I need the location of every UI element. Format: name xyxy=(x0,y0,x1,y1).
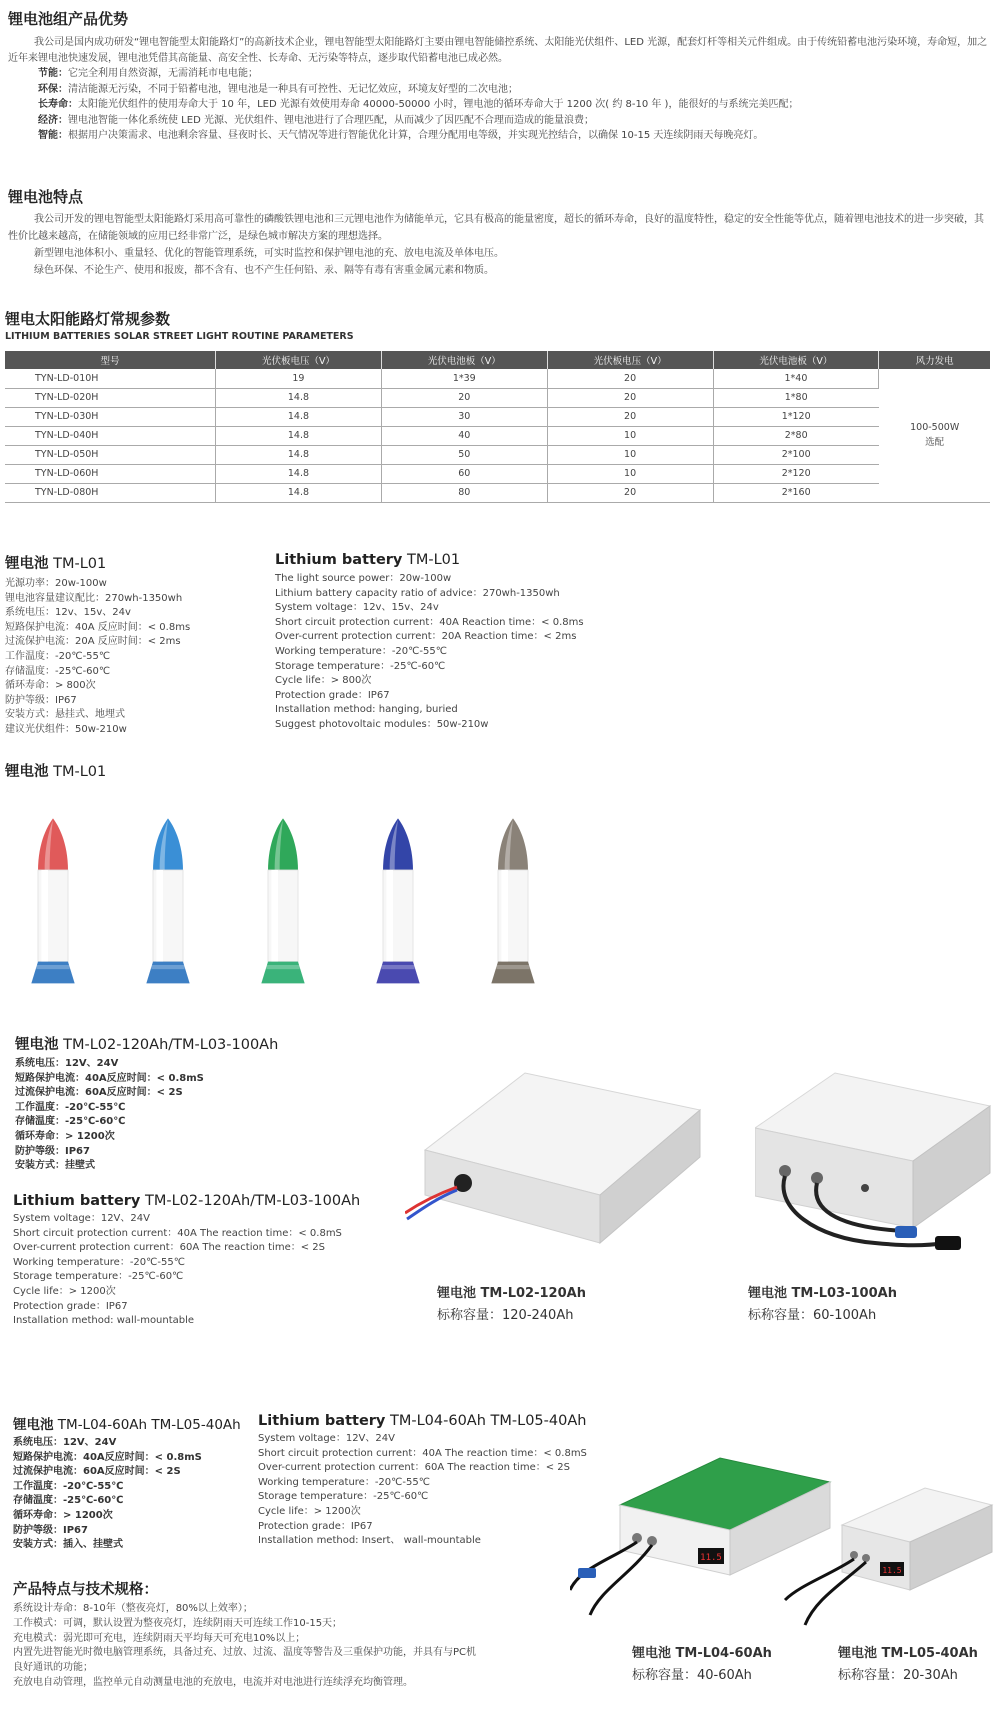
spec-line: 循环寿命：> 800次 xyxy=(5,680,96,692)
spec-line: Over-current protection current：20A Reaction time：< 2ms xyxy=(275,631,577,643)
spec-line: 短路保护电流：40A 反应时间：< 0.8ms xyxy=(5,621,191,633)
spec-line: The light source power：20w-100w xyxy=(275,573,452,584)
rocket-battery-image xyxy=(488,800,538,1000)
spec-line: 工作温度：-20℃-55℃ xyxy=(13,1480,124,1492)
spec-line: 光源功率：20w-100w xyxy=(5,578,107,589)
l05-caption-capacity: 标称容量：20-30Ah xyxy=(838,1668,958,1683)
spec-line: 充电模式：弱光即可充电，连续阴雨天平均每天可充电10%以上； xyxy=(13,1632,306,1644)
params-title-cn: 锂电太阳能路灯常规参数 xyxy=(5,310,171,328)
advantage-text: 太阳能光伏组件的使用寿命大于 10 年，LED 光源有效使用寿命 40000-50000 小时，锂电池的循环寿命大于 1200 次( 约 8-10 年 )，能很好的与系统完美匹配； xyxy=(78,99,799,110)
l04-cn-block xyxy=(13,1413,263,1553)
spec-line: 防护等级：IP67 xyxy=(5,694,77,706)
params-cell: 14.8 xyxy=(216,388,382,407)
params-cell: 30 xyxy=(381,407,547,426)
l01-gallery-title: 锂电池 TM-L01 xyxy=(5,764,107,780)
spec-line: System voltage：12V、24V xyxy=(258,1433,395,1444)
spec-line: Cycle life：> 1200次 xyxy=(13,1285,116,1297)
spec-line: Storage temperature：-25℃-60℃ xyxy=(258,1491,429,1503)
params-title-en: LITHIUM BATTERIES SOLAR STREET LIGHT ROUTINE PARAMETERS xyxy=(5,331,354,342)
spec-line: 存储温度：-25℃-60℃ xyxy=(13,1495,124,1507)
params-cell: 80 xyxy=(381,483,547,502)
params-cell: 1*39 xyxy=(381,369,547,388)
wind-power-note: 选配 xyxy=(925,437,945,449)
spec-line: 存储温度：-25℃-60℃ xyxy=(5,665,111,677)
spec-line: System voltage：12v、15v、24v xyxy=(275,602,439,614)
l01-title-cn: 锂电池 TM-L01 xyxy=(5,556,107,572)
spec-line: 建议光伏组件：50w-210w xyxy=(5,723,127,735)
l01-specs-en xyxy=(275,572,695,733)
spec-line: Storage temperature：-25℃-60℃ xyxy=(275,660,446,672)
spec-line: Over-current protection current：60A The reaction time：< 2S xyxy=(258,1462,570,1474)
spec-line: 防护等级：IP67 xyxy=(15,1145,90,1157)
rocket-battery-image xyxy=(143,800,193,1000)
params-cell: 20 xyxy=(547,388,713,407)
spec-line: Storage temperature：-25℃-60℃ xyxy=(13,1271,184,1283)
tech-title: 产品特点与技术规格： xyxy=(13,1582,158,1598)
wind-power-range: 100-500W xyxy=(910,422,960,434)
spec-line: Short circuit protection current：40A The reaction time：< 0.8mS xyxy=(258,1447,587,1459)
params-cell: 14.8 xyxy=(216,426,382,445)
spec-line: Short circuit protection current：40A Reaction time：< 0.8ms xyxy=(275,616,584,628)
spec-line: 系统设计寿命：8-10年（整夜亮灯，80%以上效率）； xyxy=(13,1603,253,1614)
params-wind-cell xyxy=(879,369,990,502)
params-row xyxy=(5,426,990,445)
l05-caption-title: 锂电池 TM-L05-40Ah xyxy=(838,1646,978,1661)
params-cell: 20 xyxy=(547,483,713,502)
l02-specs-cn xyxy=(15,1057,415,1174)
features-section xyxy=(8,186,993,279)
params-cell: 20 xyxy=(381,388,547,407)
advantages-intro: 我公司是国内成功研发“锂电智能型太阳能路灯”的高新技术企业，锂电智能型太阳能路灯主要由锂电智能储控系统、太阳能光伏组件、LED 光源，配套灯杆等相关元件组成。由于传统铅蓄电池污染环境，寿命短，加之近年来锂电池快速发展，锂电池凭借其高能量、高安全性、长寿命、无污染等特点，逐步取代铅蓄电池已成必然。 xyxy=(8,37,988,64)
l02-specs-en xyxy=(13,1212,413,1329)
l02-caption-capacity: 标称容量：120-240Ah xyxy=(437,1308,574,1323)
spec-line: 安装方式：挂壁式 xyxy=(15,1160,95,1172)
features-para-2: 新型锂电池体积小、重量轻、优化的智能管理系统，可实时监控和保护锂电池的充、放电电流及单体电压。 xyxy=(34,248,504,259)
rocket-battery-image xyxy=(28,800,78,1000)
spec-line: 防护等级：IP67 xyxy=(13,1524,88,1536)
advantage-item xyxy=(8,113,993,129)
l05-battery-image xyxy=(780,1480,995,1630)
params-header-cell: 光伏电池板（V） xyxy=(713,351,879,369)
spec-line: 安装方式：插入、挂壁式 xyxy=(13,1539,123,1551)
params-row xyxy=(5,388,990,407)
spec-line: Protection grade：IP67 xyxy=(275,689,390,701)
spec-line: 循环寿命：> 1200次 xyxy=(15,1130,115,1142)
advantage-text: 锂电池智能一体化系统使 LED 光源、光伏组件、锂电池进行了合理匹配，从而减少了因匹配不合理而造成的能量浪费； xyxy=(68,114,594,126)
params-cell: 60 xyxy=(381,464,547,483)
rocket-battery-image xyxy=(373,800,423,1000)
params-cell: 2*100 xyxy=(713,445,879,464)
params-cell: TYN-LD-030H xyxy=(5,407,216,426)
spec-line: 过流保护电流：60A反应时间：< 2S xyxy=(13,1466,181,1478)
spec-line: 过流保护电流：20A 反应时间：< 2ms xyxy=(5,636,181,648)
spec-line: 安装方式：悬挂式、地埋式 xyxy=(5,709,125,721)
advantages-list xyxy=(8,66,993,144)
features-para-1: 我公司开发的锂电智能型太阳能路灯采用高可靠性的磷酸铁锂电池和三元锂电池作为储能单元，它具有极高的能量密度，超长的循环寿命，良好的温度特性，稳定的安全性能等优点，随着锂电池技术的进一步突破，其性价比越来越高，在储能领域的应用已经非常广泛，是绿色城市解决方案的理想选择。 xyxy=(8,214,984,242)
params-row xyxy=(5,369,990,388)
params-cell: 40 xyxy=(381,426,547,445)
params-row xyxy=(5,445,990,464)
spec-line: 锂电池容量建议配比：270wh-1350wh xyxy=(5,592,183,604)
spec-line: Installation method: wall-mountable xyxy=(13,1315,195,1327)
spec-line: 内置先进智能光时微电脑管理系统，具备过充、过放、过流、温度等警告及三重保护功能，并具有与PC机 xyxy=(13,1647,477,1659)
svg-text:11.5: 11.5 xyxy=(700,1553,722,1563)
svg-text:11.5: 11.5 xyxy=(882,1566,902,1575)
advantages-title: 锂电池组产品优势 xyxy=(8,10,129,28)
params-cell: 1*120 xyxy=(713,407,879,426)
l02-caption xyxy=(437,1282,586,1323)
l03-caption xyxy=(748,1282,897,1323)
spec-line: Working temperature：-20℃-55℃ xyxy=(258,1476,430,1488)
tech-section xyxy=(13,1578,623,1691)
spec-line: 短路保护电流：40A反应时间：< 0.8mS xyxy=(15,1072,204,1084)
params-header-cell: 光伏板电压（V） xyxy=(216,351,382,369)
params-cell: 10 xyxy=(547,445,713,464)
params-cell: 2*160 xyxy=(713,483,879,502)
l03-caption-capacity: 标称容量：60-100Ah xyxy=(748,1308,877,1323)
rocket-battery-image xyxy=(258,800,308,1000)
spec-line: Cycle life：> 1200次 xyxy=(258,1505,361,1517)
spec-line: 工作模式：可调，默认设置为整夜亮灯，连续阴雨天可连续工作10-15天； xyxy=(13,1617,343,1629)
spec-line: Working temperature：-20℃-55℃ xyxy=(13,1256,185,1268)
advantage-label: 环保： xyxy=(38,83,68,95)
l04-title-cn: 锂电池 TM-L04-60Ah TM-L05-40Ah xyxy=(13,1417,241,1433)
l02-battery-image xyxy=(405,1065,705,1245)
params-cell: 10 xyxy=(547,464,713,483)
l01-en-block xyxy=(275,552,695,733)
spec-line: 过流保护电流：60A反应时间：< 2S xyxy=(15,1087,183,1099)
params-header-cell: 光伏电池板（V） xyxy=(381,351,547,369)
params-cell: TYN-LD-060H xyxy=(5,464,216,483)
params-cell: 20 xyxy=(547,407,713,426)
l04-caption-capacity: 标称容量：40-60Ah xyxy=(632,1668,752,1683)
spec-line: Protection grade：IP67 xyxy=(258,1520,373,1532)
l02-en-block xyxy=(13,1193,413,1329)
advantages-section xyxy=(8,8,993,144)
l04-specs-cn xyxy=(13,1436,263,1553)
l02-cn-block xyxy=(15,1033,415,1174)
spec-line: 存储温度：-25℃-60℃ xyxy=(15,1116,126,1128)
params-header-cell: 风力发电 xyxy=(879,351,990,369)
advantage-item xyxy=(8,66,993,82)
spec-line: 系统电压：12V、24V xyxy=(15,1058,119,1069)
spec-line: 工作温度：-20℃-55℃ xyxy=(15,1101,126,1113)
l02-caption-title: 锂电池 TM-L02-120Ah xyxy=(437,1286,586,1301)
l01-title-en: Lithium battery TM-L01 xyxy=(275,552,461,568)
spec-line: 系统电压：12v、15v、24v xyxy=(5,607,131,619)
params-cell: 1*40 xyxy=(713,369,879,388)
l03-battery-image xyxy=(755,1068,995,1288)
l03-caption-title: 锂电池 TM-L03-100Ah xyxy=(748,1286,897,1301)
params-row xyxy=(5,483,990,502)
tech-lines xyxy=(13,1602,623,1691)
spec-line: Lithium battery capacity ratio of advice：270wh-1350wh xyxy=(275,587,560,599)
l04-title-en: Lithium battery TM-L04-60Ah TM-L05-40Ah xyxy=(258,1413,587,1429)
advantage-label: 长寿命： xyxy=(38,99,78,110)
params-cell: 2*120 xyxy=(713,464,879,483)
spec-line: 充放电自动管理，监控单元自动测量电池的充放电，电流并对电池进行连续浮充均衡管理。 xyxy=(13,1676,413,1688)
params-section xyxy=(5,308,995,503)
params-row xyxy=(5,464,990,483)
params-cell: TYN-LD-020H xyxy=(5,388,216,407)
params-cell: TYN-LD-050H xyxy=(5,445,216,464)
params-body xyxy=(5,369,990,502)
params-header-cell: 型号 xyxy=(5,351,216,369)
l04-caption xyxy=(632,1642,772,1683)
params-cell: 14.8 xyxy=(216,445,382,464)
advantage-item xyxy=(8,128,993,144)
params-cell: TYN-LD-080H xyxy=(5,483,216,502)
l02-title-en: Lithium battery TM-L02-120Ah/TM-L03-100Ah xyxy=(13,1193,361,1209)
params-cell: 50 xyxy=(381,445,547,464)
advantage-item xyxy=(8,97,993,113)
advantage-label: 经济： xyxy=(38,114,68,126)
params-header-cell: 光伏板电压（V） xyxy=(547,351,713,369)
params-row xyxy=(5,407,990,426)
params-cell: 1*80 xyxy=(713,388,879,407)
l05-caption xyxy=(838,1642,978,1683)
spec-line: 短路保护电流：40A反应时间：< 0.8mS xyxy=(13,1451,202,1463)
features-title: 锂电池特点 xyxy=(8,188,84,206)
params-table xyxy=(5,351,990,503)
spec-line: Short circuit protection current：40A The reaction time：< 0.8mS xyxy=(13,1227,342,1239)
spec-line: Over-current protection current：60A The reaction time：< 2S xyxy=(13,1242,325,1254)
advantage-item xyxy=(8,82,993,98)
spec-line: Working temperature：-20℃-55℃ xyxy=(275,645,447,657)
l04-caption-title: 锂电池 TM-L04-60Ah xyxy=(632,1646,772,1661)
spec-line: System voltage：12V、24V xyxy=(13,1213,150,1224)
params-cell: 14.8 xyxy=(216,483,382,502)
spec-line: 循环寿命：> 1200次 xyxy=(13,1509,113,1521)
params-cell: TYN-LD-010H xyxy=(5,369,216,388)
advantage-label: 节能： xyxy=(38,68,68,79)
l02-title-cn: 锂电池 TM-L02-120Ah/TM-L03-100Ah xyxy=(15,1037,279,1053)
spec-line: Suggest photovoltaic modules：50w-210w xyxy=(275,718,489,730)
params-cell: 14.8 xyxy=(216,464,382,483)
spec-line: Protection grade：IP67 xyxy=(13,1300,128,1312)
l01-specs-cn xyxy=(5,577,265,738)
advantage-text: 根据用户决策需求、电池剩余容量、昼夜时长、天气情况等进行智能优化计算，合理分配用电等级，并实现光控结合，以确保 10-15 天连续阴雨天每晚亮灯。 xyxy=(68,130,764,141)
advantage-text: 它完全利用自然资源，无需消耗市电电能； xyxy=(68,68,258,79)
spec-line: 良好通讯的功能； xyxy=(13,1662,93,1674)
advantage-text: 清洁能源无污染，不同于铅蓄电池，锂电池是一种具有可控性、无记忆效应，环境友好型的二次电池； xyxy=(68,83,518,95)
spec-line: Installation method: hanging, buried xyxy=(275,704,458,716)
spec-line: 工作温度：-20℃-55℃ xyxy=(5,650,111,662)
l01-cn-block xyxy=(5,552,265,738)
params-cell: 10 xyxy=(547,426,713,445)
params-cell: 14.8 xyxy=(216,407,382,426)
params-cell: 20 xyxy=(547,369,713,388)
params-cell: TYN-LD-040H xyxy=(5,426,216,445)
params-cell: 2*80 xyxy=(713,426,879,445)
features-para-3: 绿色环保、不论生产、使用和报废，都不含有、也不产生任何铅、汞、隔等有毒有害重金属元素和物质。 xyxy=(34,265,494,276)
spec-line: Cycle life：> 800次 xyxy=(275,675,372,687)
advantage-label: 智能： xyxy=(38,130,68,141)
params-header-row xyxy=(5,351,990,369)
spec-line: 系统电压：12V、24V xyxy=(13,1437,117,1448)
spec-line: Installation method: Insert、 wall-mountable xyxy=(258,1535,481,1547)
params-cell: 19 xyxy=(216,369,382,388)
